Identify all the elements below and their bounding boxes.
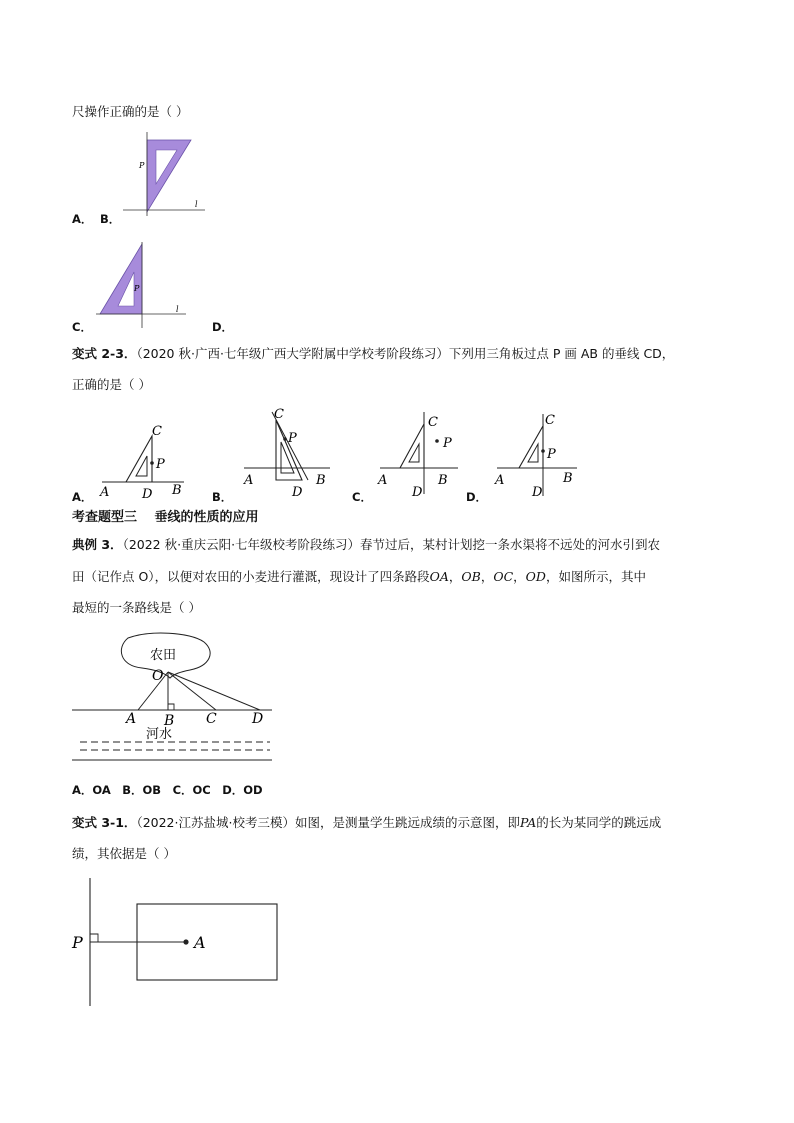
label-a: A bbox=[244, 473, 254, 488]
label-p: P bbox=[547, 447, 556, 462]
v23-option-d-label: D． bbox=[466, 490, 488, 504]
label-d: D bbox=[252, 711, 264, 727]
label-c: C bbox=[206, 711, 217, 727]
set-square-inner bbox=[528, 444, 538, 462]
label-b: B bbox=[164, 713, 175, 729]
stem-text: （2022·江苏盐城·校考三模）如图，是测量学生跳远成绩的示意图，即 bbox=[136, 815, 520, 830]
label-d: D bbox=[532, 485, 543, 498]
comma: ， bbox=[480, 569, 494, 584]
point-p bbox=[283, 437, 287, 441]
segment-oc: OC bbox=[493, 569, 514, 584]
field-river-figure bbox=[70, 630, 280, 765]
segment-pa: PA bbox=[519, 815, 537, 830]
variant-3-1-line1 bbox=[72, 815, 661, 831]
label-a: A bbox=[126, 711, 137, 727]
label-c: C bbox=[274, 407, 284, 422]
comma: ， bbox=[513, 569, 526, 584]
v23-option-c-figure bbox=[372, 410, 484, 498]
variant-stem: （2020 秋·广西·七年级广西大学附属中学校考阶段练习）下列用三角板过点 P 画 AB 的垂线 CD， bbox=[136, 346, 675, 361]
example-3-line1 bbox=[72, 537, 660, 553]
label-b: B bbox=[316, 473, 326, 488]
river-label: 河水 bbox=[146, 727, 173, 742]
set-square-inner bbox=[409, 444, 419, 462]
segment-od bbox=[168, 672, 260, 710]
label-p: P bbox=[443, 436, 452, 451]
point-a bbox=[183, 939, 188, 944]
example-tag: 典例 3． bbox=[72, 537, 123, 552]
stem-text: ，如图所示，其中 bbox=[545, 569, 646, 584]
segment-ob: OB bbox=[461, 569, 481, 584]
label-p: P bbox=[139, 161, 145, 170]
question-stem-tail: 尺操作正确的是（ ） bbox=[72, 104, 189, 119]
stem-text: 的长为某同学的跳远成 bbox=[536, 815, 662, 830]
v23-option-b-figure bbox=[232, 402, 347, 498]
v23-option-a-label: A． bbox=[72, 490, 93, 504]
segment-oc bbox=[168, 672, 216, 710]
label-a: A bbox=[100, 485, 110, 500]
label-l: l bbox=[195, 200, 198, 209]
variant-3-1-line2: 绩，其依据是（ ） bbox=[72, 846, 176, 861]
long-jump-figure bbox=[66, 876, 286, 1008]
segment-od: OD bbox=[525, 569, 546, 584]
option-c-figure bbox=[92, 238, 192, 328]
label-d: D bbox=[292, 485, 303, 498]
example-3-line2 bbox=[72, 569, 646, 585]
point-p bbox=[541, 449, 545, 453]
segment-oa: OA bbox=[429, 569, 449, 584]
variant-2-3-line1 bbox=[72, 346, 674, 362]
label-d: D bbox=[412, 485, 423, 498]
label-b: B bbox=[438, 473, 448, 488]
label-d: D bbox=[142, 487, 153, 500]
v23-option-d-figure bbox=[487, 404, 599, 498]
example-3-line3: 最短的一条路线是（ ） bbox=[72, 600, 201, 615]
label-o: O bbox=[152, 668, 164, 684]
option-d-label: D． bbox=[212, 320, 234, 334]
option-b-label: B． bbox=[100, 212, 121, 226]
point-p bbox=[435, 439, 439, 443]
stem-text: 田（记作点 O），以便对农田的小麦进行灌溉，现设计了四条路段 bbox=[72, 569, 430, 584]
label-a: A bbox=[378, 473, 388, 488]
right-angle-mark bbox=[168, 704, 174, 710]
label-c: C bbox=[428, 415, 438, 430]
field-label: 农田 bbox=[150, 648, 177, 663]
v23-option-c-label: C． bbox=[352, 490, 372, 504]
set-square bbox=[400, 424, 424, 468]
set-square bbox=[126, 436, 152, 482]
comma: ， bbox=[448, 569, 462, 584]
option-b-figure bbox=[115, 132, 215, 222]
label-a: A bbox=[495, 473, 505, 488]
label-p: P bbox=[156, 457, 165, 472]
variant-tag: 变式 2-3． bbox=[72, 346, 137, 361]
right-angle-mark bbox=[90, 934, 98, 942]
set-square bbox=[276, 420, 302, 480]
option-c-label: C． bbox=[72, 320, 92, 334]
label-c: C bbox=[152, 424, 162, 439]
label-p: P bbox=[288, 431, 297, 446]
variant-tag: 变式 3-1． bbox=[72, 815, 137, 830]
example-stem: （2022 秋·重庆云阳·七年级校考阶段练习）春节过后，某村计划挖一条水渠将不远处的河水引到农 bbox=[122, 537, 661, 552]
label-b: B bbox=[563, 471, 573, 486]
section-title: 考查题型三 垂线的性质的应用 bbox=[72, 510, 259, 525]
label-b: B bbox=[172, 483, 182, 498]
label-a: A bbox=[194, 933, 206, 952]
example-3-answers: A．OA B．OB C．OC D．OD bbox=[72, 783, 263, 797]
point-p bbox=[150, 461, 154, 465]
v23-option-a-figure bbox=[92, 418, 202, 500]
variant-2-3-line2: 正确的是（ ） bbox=[72, 377, 151, 392]
label-p: P bbox=[72, 933, 83, 952]
label-p: P bbox=[134, 284, 140, 293]
option-a-label: A． bbox=[72, 212, 93, 226]
v23-option-b-label: B． bbox=[212, 490, 233, 504]
set-square-inner bbox=[136, 456, 147, 476]
label-c: C bbox=[545, 413, 555, 428]
label-l: l bbox=[176, 305, 179, 314]
